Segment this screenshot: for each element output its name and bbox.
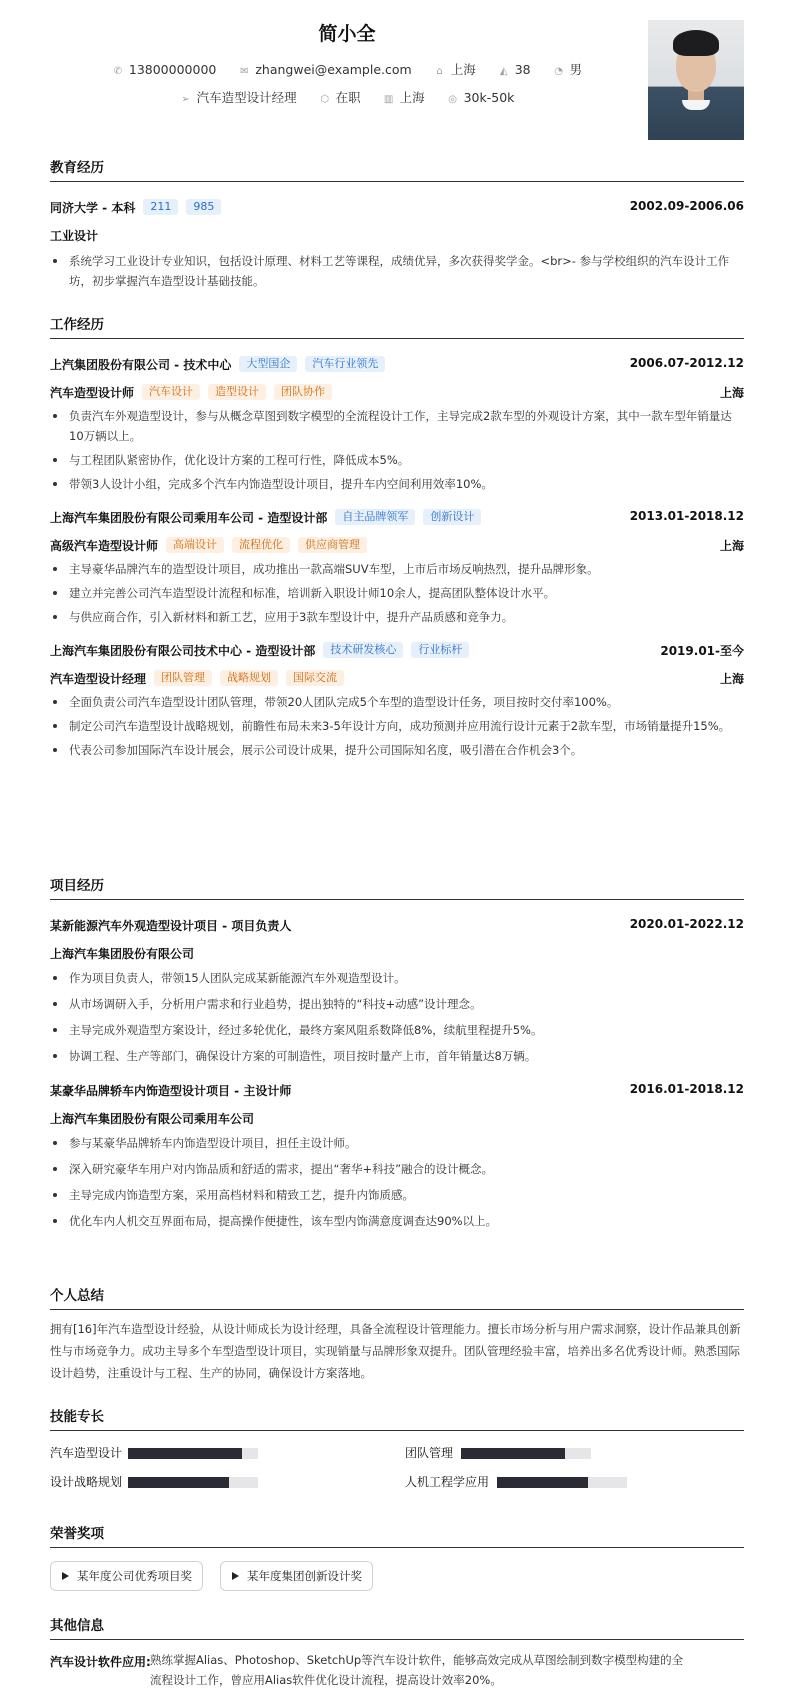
project-name: 某新能源汽车外观造型设计项目 - 项目负责人 — [50, 919, 292, 933]
list-item: 制定公司汽车造型设计战略规划，前瞻性布局未来3-5年设计方向，成功预测并应用流行设计元素于2款车型，市场销量提升15%。 — [50, 716, 744, 736]
skill-bar-fill — [461, 1448, 565, 1459]
phone-item — [112, 62, 216, 77]
company-name: 上汽集团股份有限公司 - 技术中心 — [50, 358, 232, 372]
major: 工业设计 — [50, 229, 99, 243]
tag: 211 — [143, 199, 178, 215]
list-item: 作为项目负责人，带领15人团队完成某新能源汽车外观造型设计。 — [50, 968, 744, 988]
project-bullets — [50, 968, 744, 1066]
send-icon: ➢ — [181, 94, 190, 105]
work-section — [50, 313, 744, 760]
gender-icon: ◔ — [554, 66, 563, 77]
job-role-row — [50, 384, 744, 400]
period: 2013.01-2018.12 — [629, 509, 744, 523]
company-name: 上海汽车集团股份有限公司技术中心 - 造型设计部 — [50, 644, 316, 658]
list-item: 从市场调研入手，分析用户需求和行业趋势，提出独特的“科技+动感”设计理念。 — [50, 994, 744, 1014]
mail-icon: ✉ — [240, 66, 249, 77]
period: 2006.07-2012.12 — [629, 356, 744, 370]
skill-bar — [461, 1448, 591, 1459]
tag: 技术研发核心 — [323, 642, 403, 658]
tag: 汽车行业领先 — [305, 356, 385, 372]
section-title: 教育经历 — [50, 156, 744, 182]
section-title: 工作经历 — [50, 313, 744, 339]
skill-name: 设计战略规划 — [50, 1475, 123, 1489]
job-bullets — [50, 559, 744, 627]
project-bullets — [50, 1133, 744, 1231]
tag: 流程优化 — [232, 537, 290, 553]
period: 2002.09-2006.06 — [629, 199, 744, 213]
school-name: 同济大学 - 本科 — [50, 201, 136, 215]
contact-row — [50, 60, 644, 78]
education-header-row — [50, 199, 744, 215]
status-item — [319, 88, 361, 106]
tag: 造型设计 — [208, 384, 266, 400]
target-city-item — [383, 88, 425, 106]
award-chip — [50, 1561, 203, 1591]
list-item: 系统学习工业设计专业知识，包括设计原理、材料工艺等课程，成绩优异，多次获得奖学金。<br>- 参与学校组织的汽车设计工作坊，初步掌握汽车造型设计基础技能。 — [50, 251, 744, 291]
building-icon: ▥ — [383, 94, 394, 105]
list-item: 建立并完善公司汽车造型设计流程和标准，培训新入职设计师10余人，提高团队整体设计水平。 — [50, 583, 744, 603]
target-city-text: 上海 — [399, 90, 425, 105]
list-item: 参与某豪华品牌轿车内饰造型设计项目，担任主设计师。 — [50, 1133, 744, 1153]
tag: 创新设计 — [423, 509, 481, 525]
tag: 国际交流 — [286, 670, 344, 686]
project-org: 上海汽车集团股份有限公司乘用车公司 — [50, 1112, 255, 1126]
job-bullets — [50, 692, 744, 760]
other-section — [50, 1614, 744, 1640]
age-item — [498, 62, 531, 77]
gender-item — [553, 60, 583, 78]
project-org: 上海汽车集团股份有限公司 — [50, 947, 195, 961]
award-label: 某年度公司优秀项目奖 — [77, 1569, 192, 1583]
tag: 团队协作 — [274, 384, 332, 400]
list-item: 与工程团队紧密协作，优化设计方案的工程可行性，降低成本5%。 — [50, 450, 744, 470]
phone-icon: ✆ — [113, 66, 123, 77]
other-item — [50, 1653, 744, 1693]
gender-text: 男 — [569, 62, 583, 77]
skill-bar — [128, 1448, 258, 1459]
job-header-row — [50, 356, 744, 372]
section-title: 技能专长 — [50, 1405, 744, 1431]
education-bullets — [50, 251, 744, 291]
role-item — [180, 88, 297, 106]
other-label: 汽车设计软件应用: — [50, 1655, 151, 1669]
skill-name: 人机工程学应用 — [405, 1475, 490, 1489]
job-role: 汽车造型设计师 — [50, 386, 135, 400]
skill-bar — [497, 1477, 627, 1488]
phone-text: 13800000000 — [128, 62, 217, 77]
tag: 团队管理 — [154, 670, 212, 686]
job-city: 上海 — [719, 539, 744, 553]
list-item: 与供应商合作，引入新材料和新工艺，应用于3款车型设计中，提升产品质感和竞争力。 — [50, 607, 744, 627]
tag: 行业标杆 — [411, 642, 469, 658]
skill-bar-fill — [128, 1477, 229, 1488]
list-item: 主导完成外观造型方案设计，经过多轮优化，最终方案风阻系数降低8%，续航里程提升5%。 — [50, 1020, 744, 1040]
status-icon: ⬡ — [320, 94, 329, 105]
list-item: 带领3人设计小组，完成多个汽车内饰造型设计项目，提升车内空间利用效率10%。 — [50, 474, 744, 494]
company-name: 上海汽车集团股份有限公司乘用车公司 - 造型设计部 — [50, 511, 328, 525]
award-chip — [220, 1561, 373, 1591]
job-role: 汽车造型设计经理 — [50, 672, 147, 686]
section-title: 其他信息 — [50, 1614, 744, 1640]
salary-icon: ◎ — [448, 94, 457, 105]
project-header-row — [50, 1082, 744, 1098]
section-title: 荣誉奖项 — [50, 1522, 744, 1548]
period: 2016.01-2018.12 — [629, 1082, 744, 1096]
list-item: 全面负责公司汽车造型设计团队管理，带领20人团队完成5个车型的造型设计任务，项目按时交付率100%。 — [50, 692, 744, 712]
period: 2019.01-至今 — [660, 644, 744, 658]
tag: 985 — [186, 199, 221, 215]
tag: 高端设计 — [166, 537, 224, 553]
tag: 战略规划 — [220, 670, 278, 686]
role-text: 汽车造型设计经理 — [196, 90, 297, 105]
list-item: 优化车内人机交互界面布局，提高操作便捷性，该车型内饰满意度调查达90%以上。 — [50, 1211, 744, 1231]
home-icon: ⌂ — [436, 66, 443, 77]
period: 2020.01-2022.12 — [629, 917, 744, 931]
list-item: 主导豪华品牌汽车的造型设计项目，成功推出一款高端SUV车型，上市后市场反响热烈，提升品牌形象。 — [50, 559, 744, 579]
intent-row — [50, 88, 644, 106]
email-text: zhangwei@example.com — [255, 62, 412, 77]
salary-item — [447, 90, 515, 105]
resume-name: 简小全 — [318, 23, 376, 45]
summary-text: 拥有[16]年汽车造型设计经验，从设计师成长为设计经理，具备全流程设计管理能力。擅长市场分析与用户需求洞察，设计作品兼具创新性与市场竞争力。成功主导多个车型造型设计项目，实现销量与品牌形象双提升。团队管理经验丰富，培养出多名优秀设计师。熟悉国际设计趋势，注重设计与工程、生产的协同，确保设计方案落地。 — [50, 1322, 741, 1380]
city-text: 上海 — [450, 62, 476, 77]
play-icon — [62, 1572, 69, 1580]
skills-section — [50, 1405, 744, 1431]
section-title: 项目经历 — [50, 874, 744, 900]
tag: 汽车设计 — [142, 384, 200, 400]
job-city: 上海 — [719, 672, 744, 686]
tag: 自主品牌领军 — [335, 509, 415, 525]
awards-section — [50, 1522, 744, 1548]
awards-list — [50, 1561, 744, 1591]
job-header-row — [50, 642, 744, 658]
section-title: 个人总结 — [50, 1284, 744, 1310]
job-bullets — [50, 406, 744, 494]
list-item: 代表公司参加国际汽车设计展会，展示公司设计成果，提升公司国际知名度，吸引潜在合作机会3个。 — [50, 740, 744, 760]
summary-section — [50, 1284, 744, 1384]
project-header-row — [50, 917, 744, 933]
list-item: 深入研究豪华车用户对内饰品质和舒适的需求，提出“奢华+科技”融合的设计概念。 — [50, 1159, 744, 1179]
job-role-row — [50, 670, 744, 686]
job-role-row — [50, 537, 744, 553]
list-item: 主导完成内饰造型方案，采用高档材料和精致工艺，提升内饰质感。 — [50, 1185, 744, 1205]
skill-bar-fill — [497, 1477, 588, 1488]
status-text: 在职 — [335, 90, 361, 105]
list-item: 负责汽车外观造型设计，参与从概念草图到数字模型的全流程设计工作，主导完成2款车型的外观设计方案，其中一款车型年销量达10万辆以上。 — [50, 406, 744, 446]
city-item — [434, 60, 476, 78]
job-city: 上海 — [719, 386, 744, 400]
list-item: 协调工程、生产等部门，确保设计方案的可制造性，项目按时量产上市，首年销量达8万辆。 — [50, 1046, 744, 1066]
salary-text: 30k-50k — [463, 90, 515, 105]
user-icon: ◭ — [499, 66, 508, 77]
skill-bar — [128, 1477, 258, 1488]
age-text: 38 — [514, 62, 531, 77]
project-name: 某豪华品牌轿车内饰造型设计项目 - 主设计师 — [50, 1084, 292, 1098]
job-header-row — [50, 509, 744, 525]
education-section — [50, 156, 744, 291]
other-value: 熟练掌握Alias、Photoshop、SketchUp等汽车设计软件，能够高效完成从草图绘制到数字模型构建的全流程设计工作，曾应用Alias软件优化设计流程，提高设计效率20%。 — [150, 1653, 684, 1687]
skill-name: 汽车造型设计 — [50, 1446, 123, 1460]
projects-section — [50, 874, 744, 1231]
skill-name: 团队管理 — [405, 1446, 454, 1460]
email-item — [238, 62, 411, 77]
tag: 大型国企 — [239, 356, 297, 372]
job-role: 高级汽车造型设计师 — [50, 539, 159, 553]
profile-photo — [648, 20, 744, 140]
skill-bar-fill — [128, 1448, 242, 1459]
tag: 供应商管理 — [298, 537, 367, 553]
award-label: 某年度集团创新设计奖 — [247, 1569, 362, 1583]
play-icon — [232, 1572, 239, 1580]
